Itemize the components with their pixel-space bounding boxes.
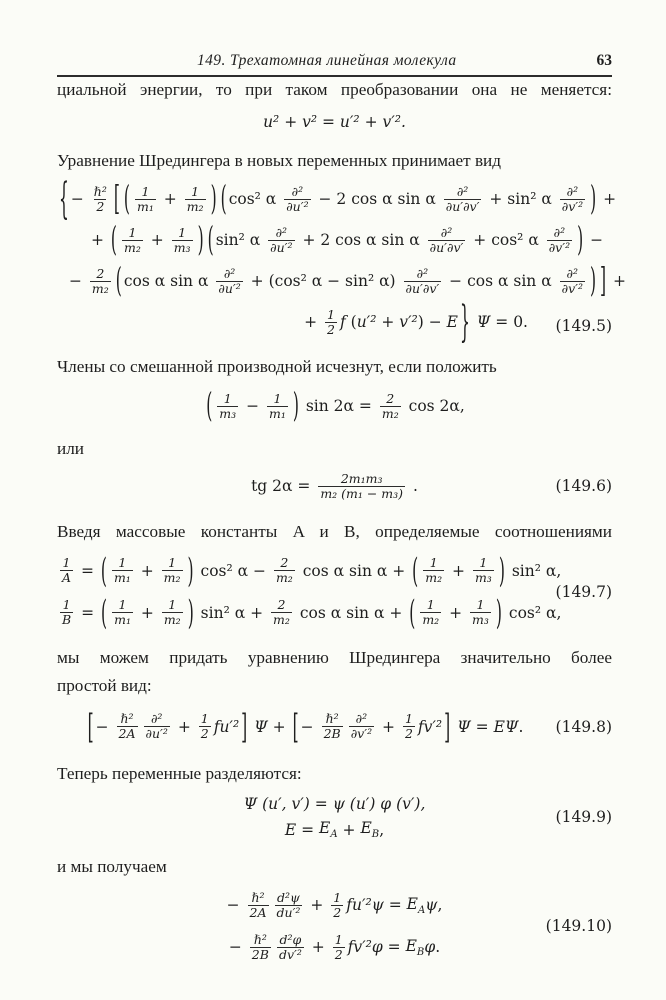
math-delimiter: ] — [600, 261, 607, 301]
equation-number: (149.6) — [555, 477, 612, 496]
fraction — [162, 556, 183, 585]
math-run: cos α sin α + — [297, 561, 411, 580]
math-delimiter: ( — [100, 551, 107, 591]
math-run: = — [383, 896, 407, 915]
fraction-denominator: ∂u′² — [270, 239, 293, 255]
fraction — [60, 598, 73, 627]
fraction-denominator: 2 — [334, 946, 343, 962]
fraction — [217, 392, 238, 421]
math-delimiter: [ — [87, 707, 94, 746]
fraction-denominator: B — [62, 612, 72, 628]
fraction — [380, 392, 401, 421]
fraction — [420, 598, 441, 627]
fraction-denominator: 2 — [200, 726, 209, 742]
fraction — [271, 598, 292, 627]
fraction — [333, 933, 345, 962]
fraction-numerator: ∂² — [566, 265, 579, 281]
fraction-denominator: 2B — [251, 946, 269, 962]
fraction-numerator: 2 — [280, 555, 289, 571]
equation-line — [57, 550, 612, 592]
math-run: = — [76, 561, 99, 580]
display-equation — [57, 884, 612, 968]
fraction — [267, 392, 288, 421]
fraction-numerator: ℏ² — [325, 711, 339, 727]
fraction-numerator: ∂² — [355, 711, 368, 727]
fraction-denominator: ∂u′² — [286, 198, 309, 214]
fraction-numerator: 1 — [118, 597, 127, 613]
math-run: + — [608, 272, 627, 291]
math-delimiter: ) — [589, 261, 597, 301]
math-run: + — [305, 896, 329, 915]
fraction-denominator: A — [62, 570, 72, 586]
fraction — [547, 226, 572, 255]
fraction-denominator: 2 — [96, 198, 105, 214]
math-delimiter: ( — [123, 179, 130, 219]
equation-line — [57, 704, 552, 750]
fraction-numerator: 1 — [273, 390, 282, 406]
math-run: Ψ — [249, 717, 268, 736]
math-run: + — [145, 231, 169, 250]
fraction-numerator: ∂² — [440, 224, 453, 240]
math-delimiter: [ — [113, 179, 120, 219]
math-run: = 0. — [490, 313, 528, 332]
fraction-numerator: 1 — [404, 711, 413, 727]
fraction-denominator: 2 — [404, 726, 413, 742]
equation-line — [57, 926, 612, 968]
fraction — [274, 556, 295, 585]
math-run: − — [95, 717, 114, 736]
math-run: Ψ — [452, 717, 471, 736]
fraction-denominator: m₂ — [163, 570, 181, 586]
fraction-denominator: m₃ — [173, 239, 191, 255]
fraction-numerator: 2 — [386, 390, 395, 406]
fraction-denominator: m₂ — [275, 570, 293, 586]
fraction-denominator: ∂u′∂v′ — [405, 280, 440, 296]
math-run: + — [337, 820, 361, 839]
paragraph: Уравнение Шредингера в новых переменных принимает вид — [57, 151, 502, 171]
fraction-numerator: 1 — [168, 597, 177, 613]
math-run: f — [339, 313, 346, 332]
fraction — [268, 226, 294, 255]
fraction-denominator: 2B — [323, 726, 341, 742]
fraction-numerator: d²φ — [279, 931, 302, 947]
fraction-denominator: du′² — [276, 904, 301, 920]
math-run: . — [435, 938, 441, 957]
fraction-numerator: ℏ² — [120, 711, 134, 727]
fraction-denominator: ∂v′² — [561, 198, 584, 214]
math-run: E — [446, 313, 458, 332]
fraction-numerator: ∂² — [456, 183, 469, 199]
fraction-numerator: ∂² — [553, 224, 566, 240]
fraction-denominator: m₂ — [425, 570, 443, 586]
math-run: u² + v² = u′² + v′². — [263, 113, 406, 132]
display-equation — [57, 107, 612, 137]
math-run: E — [284, 820, 297, 839]
fraction-denominator: dv′² — [278, 946, 302, 962]
fraction-denominator: ∂u′² — [145, 726, 168, 742]
page-number: 63 — [596, 52, 612, 69]
math-run: Ψ (u′, v′) = ψ (u′) φ (v′), — [243, 794, 426, 813]
fraction — [428, 226, 466, 255]
math-run: fv′² — [417, 717, 443, 736]
fraction-numerator: 2 — [96, 265, 105, 281]
paragraph: Теперь переменные разделяются: — [57, 763, 302, 783]
fraction — [404, 267, 442, 296]
math-run: ) − — [417, 313, 447, 332]
fraction-numerator: ∂² — [150, 711, 163, 727]
fraction-denominator: m₂ — [163, 612, 181, 628]
math-run: cos² α − — [195, 561, 271, 580]
math-delimiter: ( — [207, 220, 214, 260]
math-run: + — [267, 717, 291, 736]
math-run: sin² α, — [506, 561, 562, 580]
fraction-numerator: 1 — [178, 224, 187, 240]
fraction — [248, 891, 269, 920]
fraction-denominator: ∂u′∂v′ — [445, 198, 480, 214]
math-delimiter: ( — [115, 261, 122, 301]
display-equation — [57, 174, 627, 347]
paragraph: Введя массовые константы A и B, определяемые соотношениями — [57, 522, 612, 542]
fraction-numerator: 1 — [141, 183, 150, 199]
fraction — [403, 712, 415, 741]
math-run: + — [444, 603, 468, 622]
fraction-numerator: 1 — [168, 555, 177, 571]
equation-line — [57, 107, 612, 137]
equation-number: (149.9) — [555, 807, 612, 826]
fraction-numerator: ∂² — [291, 183, 304, 199]
fraction-numerator: 1 — [479, 555, 488, 571]
fraction — [199, 712, 211, 741]
fraction — [423, 556, 444, 585]
fraction-denominator: m₁ — [113, 570, 131, 586]
fraction-denominator: ∂u′² — [218, 280, 241, 296]
math-delimiter: ] — [444, 707, 451, 746]
math-symbol-with-subscript: $E_A$ — [319, 819, 338, 841]
fraction-numerator: 2 — [277, 597, 286, 613]
display-equation — [57, 384, 612, 428]
math-run: sin 2α = — [300, 397, 377, 416]
fraction-denominator: m₃ — [472, 612, 489, 628]
fraction-numerator: ∂² — [416, 265, 429, 281]
equation-line — [57, 297, 528, 347]
math-run: − — [70, 190, 89, 209]
math-delimiter: ) — [495, 593, 502, 633]
equation-line — [57, 592, 612, 634]
math-run: sin² α — [215, 231, 266, 250]
fraction — [275, 891, 303, 920]
fraction-denominator: m₃ — [474, 570, 492, 586]
math-delimiter: ( — [409, 593, 416, 633]
paragraph: и мы получаем — [57, 856, 167, 876]
equation-number: (149.7) — [555, 582, 612, 601]
display-equation — [57, 550, 612, 634]
fraction-denominator: ∂v′² — [561, 280, 583, 296]
math-run: − — [226, 896, 245, 915]
equation-line — [57, 791, 612, 817]
fraction-denominator: m₂ — [422, 612, 440, 628]
math-run: = — [76, 603, 100, 622]
fraction-numerator: 1 — [62, 597, 71, 613]
fraction — [318, 472, 405, 501]
math-run: . — [408, 477, 418, 496]
math-run: EΨ — [493, 717, 519, 736]
math-symbol-with-subscript: $E_B$ — [405, 936, 425, 958]
math-run: − — [300, 717, 319, 736]
math-delimiter: ( — [220, 179, 227, 219]
math-run: + — [447, 561, 470, 580]
math-run: − — [69, 272, 87, 291]
math-delimiter: ) — [577, 220, 584, 260]
math-delimiter: { — [59, 174, 69, 224]
fraction-numerator: 1 — [200, 711, 209, 727]
fraction — [172, 226, 193, 255]
fraction — [284, 185, 310, 214]
math-delimiter: ( — [412, 551, 419, 591]
math-delimiter: ) — [498, 551, 505, 591]
fraction — [117, 712, 138, 741]
fraction-numerator: ℏ² — [251, 889, 265, 905]
equation-line — [57, 174, 617, 224]
math-run: + (cos² α − sin² α) — [245, 272, 401, 291]
fraction — [560, 185, 585, 214]
math-run: + — [598, 190, 617, 209]
subscript: B — [371, 829, 380, 841]
math-run: + — [172, 717, 196, 736]
math-run: fv′²φ — [347, 938, 383, 957]
equation-line — [69, 261, 627, 302]
fraction — [185, 185, 206, 214]
math-run: Ψ — [471, 313, 491, 332]
fraction — [135, 185, 156, 214]
paragraph: Члены со смешанной производной исчезнут, если положить — [57, 356, 497, 376]
fraction — [122, 226, 143, 255]
math-run: + sin² α — [484, 190, 557, 209]
math-delimiter: ] — [241, 707, 248, 746]
math-run: cos α sin α — [123, 272, 214, 291]
math-run: + — [135, 603, 159, 622]
math-delimiter: ( — [101, 593, 108, 633]
fraction-denominator: m₃ — [219, 405, 237, 421]
subscript: A — [418, 904, 426, 916]
fraction-denominator: m₁ — [136, 198, 154, 214]
fraction-numerator: 1 — [426, 597, 435, 613]
fraction-numerator: 1 — [334, 931, 343, 947]
fraction — [325, 308, 337, 337]
equation-line — [57, 384, 612, 428]
equation-number: (149.10) — [545, 917, 612, 936]
fraction — [162, 598, 183, 627]
fraction — [349, 712, 374, 741]
math-run: cos² α — [228, 190, 282, 209]
equation-line — [57, 464, 612, 508]
math-run: = — [296, 820, 320, 839]
fraction — [144, 712, 170, 741]
math-delimiter: ) — [197, 220, 204, 260]
math-delimiter: [ — [292, 707, 299, 746]
math-run: − — [228, 938, 247, 957]
math-run: + — [158, 190, 182, 209]
fraction — [331, 891, 343, 920]
fraction-denominator: m₂ — [273, 612, 290, 628]
fraction — [250, 933, 271, 962]
fraction — [473, 556, 494, 585]
fraction — [112, 556, 133, 585]
header-rule — [57, 75, 612, 77]
math-run: u′² + v′² — [356, 313, 418, 332]
fraction-numerator: 1 — [191, 183, 200, 199]
fraction-denominator: ∂v′² — [350, 726, 373, 742]
math-run: − 2 cos α sin α — [313, 190, 441, 209]
fraction-denominator: 2A — [118, 726, 136, 742]
math-run: ψ — [425, 896, 438, 915]
fraction-denominator: m₂ (m₁ − m₃) — [320, 485, 404, 501]
fraction-numerator: ℏ² — [93, 183, 107, 199]
equation-line — [57, 884, 612, 926]
fraction — [470, 598, 491, 627]
equation-number: (149.5) — [555, 316, 612, 335]
math-run: + — [377, 717, 400, 736]
math-run: − — [585, 231, 604, 250]
paragraph: циальной энергии, то при таком преобразовании она не меняется: — [57, 80, 612, 99]
math-delimiter: ) — [210, 179, 217, 219]
math-run: fu′²ψ — [346, 896, 384, 915]
fraction — [112, 598, 133, 627]
fraction-denominator: 2A — [249, 904, 267, 920]
math-delimiter: } — [459, 297, 470, 347]
math-run: , — [379, 820, 385, 839]
fraction-numerator: ∂² — [223, 265, 236, 281]
math-run: + — [91, 231, 109, 250]
math-run: + cos² α — [468, 231, 544, 250]
fraction-denominator: m₂ — [91, 280, 109, 296]
math-run: + — [135, 561, 159, 580]
fraction-denominator: m₂ — [186, 198, 204, 214]
math-run: φ — [424, 938, 436, 957]
math-delimiter: ) — [187, 593, 194, 633]
fraction — [322, 712, 343, 741]
math-run: + — [304, 313, 322, 332]
fraction-numerator: 1 — [333, 889, 342, 905]
math-run: . — [518, 717, 524, 736]
fraction-denominator: m₂ — [381, 405, 399, 421]
fraction-numerator: 1 — [476, 597, 485, 613]
fraction-numerator: 2m₁m₃ — [340, 470, 383, 486]
paragraph: мы можем придать уравнению Шредингера значительно более — [57, 647, 612, 667]
fraction — [90, 267, 111, 296]
math-run: = — [470, 717, 494, 736]
math-run: cos 2α, — [403, 397, 465, 416]
page-body — [57, 79, 627, 968]
fraction-numerator: ℏ² — [253, 931, 267, 947]
fraction-numerator: 1 — [128, 224, 137, 240]
fraction-numerator: d²ψ — [277, 889, 300, 905]
math-run: + — [306, 938, 330, 957]
fraction — [277, 933, 304, 962]
math-run: , — [437, 896, 443, 915]
page-header — [57, 52, 612, 70]
math-delimiter: ( — [206, 386, 213, 426]
fraction — [92, 185, 109, 214]
paragraph: простой вид: — [57, 676, 152, 696]
math-run: + 2 cos α sin α — [297, 231, 425, 250]
math-run: = — [382, 938, 406, 957]
math-run: cos² α, — [503, 603, 562, 622]
fraction-numerator: ∂² — [566, 183, 579, 199]
fraction — [60, 556, 73, 585]
math-run: cos α sin α + — [294, 603, 408, 622]
fraction-numerator: 1 — [429, 555, 438, 571]
equation-line — [57, 817, 612, 843]
subscript: A — [330, 829, 338, 841]
display-equation — [57, 704, 612, 750]
fraction — [444, 185, 482, 214]
display-equation — [57, 464, 612, 508]
math-run: fu′² — [213, 717, 240, 736]
fraction-denominator: ∂v′² — [548, 239, 571, 255]
fraction — [560, 267, 585, 296]
fraction-numerator: 1 — [223, 390, 232, 406]
math-run: sin² α + — [195, 603, 269, 622]
math-run: tg 2α = — [251, 477, 316, 496]
fraction-denominator: ∂u′∂v′ — [429, 239, 464, 255]
section-header: 149. Трехатомная линейная молекула — [197, 52, 457, 69]
display-equation — [57, 791, 612, 843]
fraction-denominator: m₂ — [123, 239, 141, 255]
fraction-numerator: 1 — [118, 555, 127, 571]
math-symbol-with-subscript: $E_A$ — [406, 894, 426, 916]
fraction-numerator: 1 — [62, 555, 71, 571]
math-delimiter: ) — [187, 551, 194, 591]
fraction-denominator: m₁ — [114, 612, 131, 628]
math-symbol-with-subscript: $E_B$ — [360, 819, 380, 841]
math-run: − — [241, 397, 264, 416]
math-run: − cos α sin α — [444, 272, 557, 291]
fraction-denominator: 2 — [333, 904, 342, 920]
math-delimiter: ) — [292, 386, 299, 426]
paragraph: или — [57, 439, 84, 459]
fraction-numerator: 1 — [327, 306, 335, 322]
fraction-denominator: m₁ — [268, 405, 286, 421]
fraction — [216, 267, 242, 296]
fraction-denominator: 2 — [327, 321, 335, 337]
equation-number: (149.8) — [555, 717, 612, 736]
math-delimiter: ( — [110, 220, 117, 260]
subscript: B — [416, 946, 425, 958]
equation-line — [91, 220, 612, 261]
math-delimiter: ) — [590, 179, 597, 219]
math-run: ( — [345, 313, 357, 332]
fraction-numerator: ∂² — [275, 224, 288, 240]
